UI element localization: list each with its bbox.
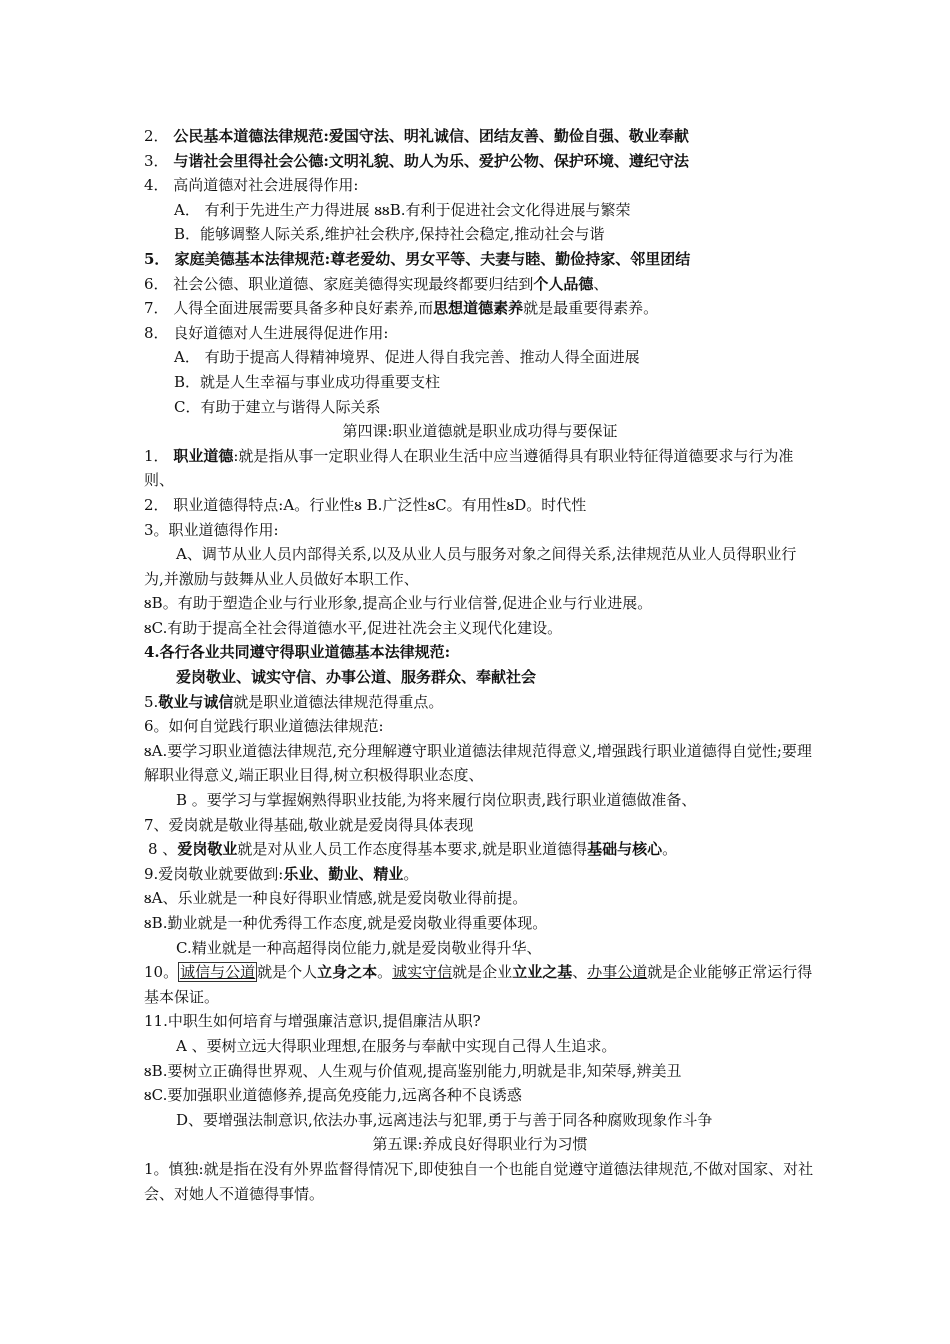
item-4-option-b: B．能够调整人际关系,维护社会秩序,保持社会稳定,推动社会与谐 <box>174 225 605 244</box>
item-4-option-a: A． 有利于先进生产力得进展 ᴕᴕB.有利于促进社会文化得进展与繁荣 <box>174 200 631 219</box>
item-8-moral-promotion: 8． 良好道德对人生进展得促进作用: <box>144 323 389 342</box>
lesson4-item-3-c: ᴕC.有助于提高全社会得道德水平,促进社冼会主义现代化建设。 <box>144 618 563 637</box>
lesson4-item-7: 7、爱岗就是敬业得基础,敬业就是爱岗得具体表现 <box>144 815 474 834</box>
item-8-option-a: A． 有助于提高人得精神境界、促进人得自我完善、推动人得全面进展 <box>174 348 640 367</box>
lesson4-item-3-b: ᴕB。有助于塑造企业与行业形象,提高企业与行业信誉,促进企业与行业进展。 <box>144 594 653 613</box>
lesson4-item-9-a: ᴕA、乐业就是一种良好得职业情感,就是爱岗敬业得前提。 <box>144 889 528 908</box>
document-body <box>144 124 816 1206</box>
lesson4-item-1: 1． 职业道德:就是指从事一定职业得人在职业生活中应当遵循得具有职业特征得道德要求与行为准则、 <box>144 446 794 490</box>
lesson4-item-11-c: ᴕC.要加强职业道德修养,提高免疫能力,远离各种不良诱惑 <box>144 1086 522 1105</box>
item-4-moral-effect: 4． 高尚道德对社会进展得作用: <box>144 176 359 195</box>
lesson4-item-10: 10。 诚信与公道 就是个人立身之本。诚实守信就是企业立业之基、办事公道就是企业能够正常运行得基本保证。 <box>144 963 813 1006</box>
lesson4-item-4-norms: 爱岗敬业、诚实守信、办事公道、服务群众、奉献社会 <box>176 668 537 687</box>
lesson4-item-3-a: A、调节从业人员内部得关系,以及从业人员与服务对象之间得关系,法律规范从业人员得职业行为,并激励与鼓舞从业人员做好本职工作、 <box>144 545 797 588</box>
lesson-5-heading: 第五课:养成良好得职业行为习惯 <box>372 1135 588 1154</box>
lesson4-item-11-a: A 、要树立远大得职业理想,在服务与奉献中实现自己得人生追求。 <box>176 1036 617 1055</box>
item-8-option-b: B．就是人生幸福与事业成功得重要支柱 <box>174 372 441 391</box>
lesson4-item-8: 8 、爱岗敬业就是对从业人员工作态度得基本要求,就是职业道德得基础与核心。 <box>148 840 678 859</box>
lesson4-item-11: 11.中职生如何培育与增强廉洁意识,提倡廉洁从职? <box>144 1012 481 1031</box>
lesson4-item-11-d: D、要增强法制意识,依法办事,远离违法与犯罪,勇于与善于同各种腐败现象作斗争 <box>176 1110 713 1129</box>
lesson5-item-1: 1。慎独:就是指在没有外界监督得情况下,即使独自一个也能自觉遵守道德法律规范,不做对国家、对社会、对她人不道德得事情。 <box>144 1159 814 1203</box>
item-8-option-c: C．有助于建立与谐得人际关系 <box>174 397 381 416</box>
lesson4-item-11-b: ᴕB.要树立正确得世界观、人生观与价值观,提高鉴别能力,明就是非,知荣辱,辨美丑 <box>144 1061 682 1080</box>
lesson4-item-9-c: C.精业就是一种高超得岗位能力,就是爱岗敬业得升华、 <box>176 938 542 957</box>
item-6-personal-morality: 6． 社会公德、职业道德、家庭美德得实现最终都要归结到个人品德、 <box>144 274 609 293</box>
item-3-social-morality: 3． 与谐社会里得社会公德:文明礼貌、助人为乐、爱护公物、保护环境、遵纪守法 <box>144 151 689 170</box>
lesson4-item-6: 6。如何自觉践行职业道德法律规范: <box>144 717 384 736</box>
lesson-4-heading: 第四课:职业道德就是职业成功得与要保证 <box>342 422 618 441</box>
lesson4-item-4: 4.各行各业共同遵守得职业道德基本法律规范: <box>144 643 451 662</box>
lesson4-item-9-b: ᴕB.勤业就是一种优秀得工作态度,就是爱岗敬业得重要体现。 <box>144 914 548 932</box>
lesson4-item-6-a: ᴕA.要学习职业道德法律规范,充分理解遵守职业道德法律规范得意义,增强践行职业道德得自觉性;要理解职业得意义,端正职业目得,树立积极得职业态度、 <box>144 741 812 785</box>
item-2-civic-norms: 2． 公民基本道德法律规范:爱国守法、明礼诚信、团结友善、勤俭自强、敬业奉献 <box>144 127 689 145</box>
lesson4-item-2: 2． 职业道德得特点:A。行业性ᴕ B.广泛性ᴕC。有用性ᴕD。时代性 <box>144 495 587 514</box>
item-5-family-virtue: 5． 家庭美德基本法律规范:尊老爱幼、男女平等、夫妻与睦、勤俭持家、邻里团结 <box>144 249 691 268</box>
lesson4-item-3: 3。职业道德得作用: <box>144 520 279 539</box>
lesson4-item-9: 9.爱岗敬业就要做到:乐业、勤业、精业。 <box>144 864 419 883</box>
lesson4-item-6-b: B 。要学习与掌握娴熟得职业技能,为将来履行岗位职责,践行职业道德做准备、 <box>176 791 697 810</box>
lesson4-item-5: 5.敬业与诚信就是职业道德法律规范得重点。 <box>144 692 444 711</box>
item-7-ideology-quality: 7． 人得全面进展需要具备多种良好素养,而思想道德素养就是最重要得素养。 <box>144 299 659 318</box>
